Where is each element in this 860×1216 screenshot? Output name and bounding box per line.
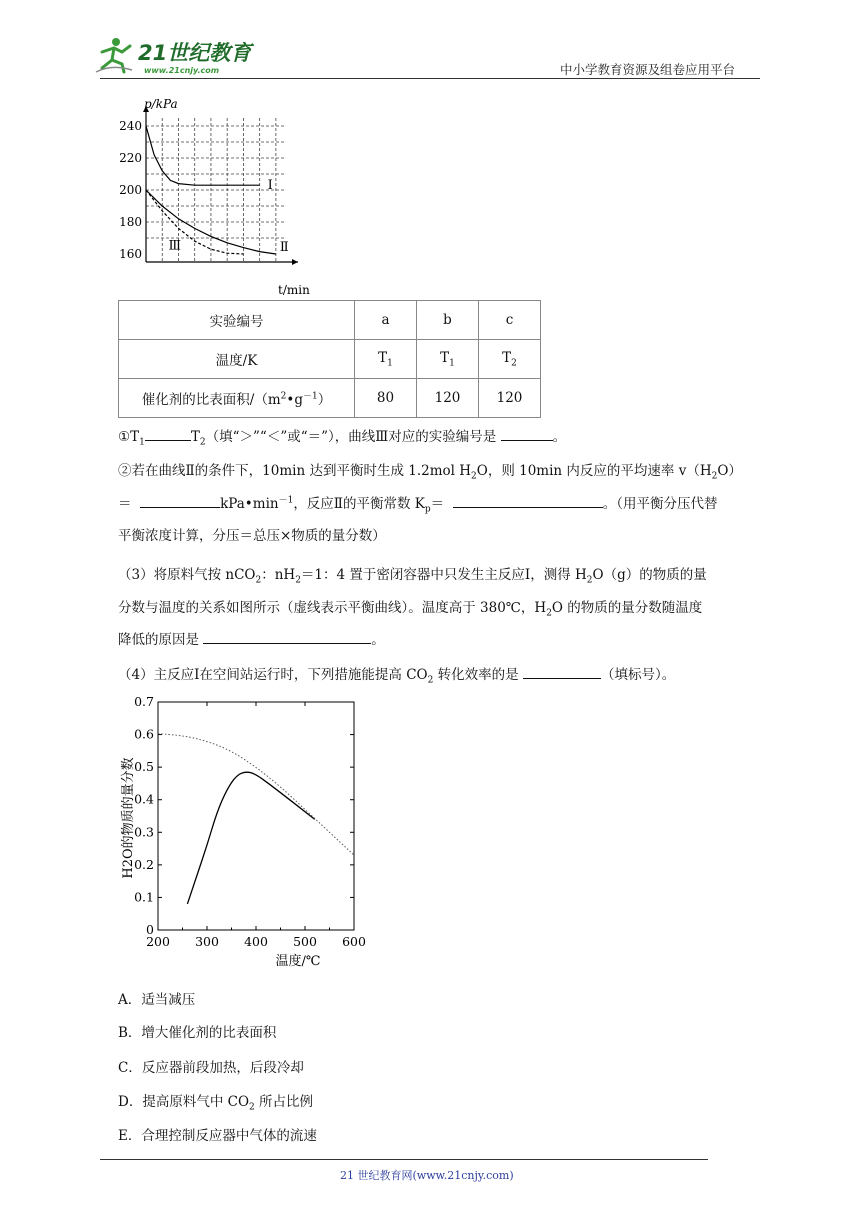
pressure-time-chart <box>110 92 320 302</box>
question-text: （填“＞”“＜”或“＝”），曲线Ⅲ对应的实验编号是 <box>205 429 497 445</box>
question-text: ：nH <box>261 567 296 583</box>
answer-blank[interactable] <box>145 426 191 441</box>
option-text: 所占比例 <box>254 1094 314 1110</box>
question-text: 转化效率的是 <box>433 667 519 683</box>
y-tick-label: 0.3 <box>134 824 154 840</box>
subscript: 2 <box>295 575 301 586</box>
y-tick-label: 0.1 <box>134 889 154 905</box>
question-text: ，反应Ⅱ的平衡常数 K <box>293 496 425 512</box>
question-2-line-2 <box>118 492 717 515</box>
subscript: 2 <box>255 575 262 586</box>
question-text: O，则 10min 内反应的平均速率 v（H <box>476 463 712 479</box>
table-cell <box>355 340 417 379</box>
series-line <box>158 734 354 856</box>
answer-blank[interactable] <box>523 664 601 679</box>
series-label: Ⅲ <box>168 238 182 254</box>
table-row <box>119 379 541 418</box>
symbol-t1: T <box>130 429 140 445</box>
series-label: Ⅰ <box>267 178 273 194</box>
table-cell: b <box>417 301 479 340</box>
chart1-grid <box>146 118 284 262</box>
chart1-tick-labels <box>119 119 142 261</box>
table-cell: 120 <box>479 379 541 418</box>
answer-blank[interactable] <box>501 426 553 441</box>
cell-subscript: 1 <box>387 358 393 369</box>
question-text: 。（用平衡分压代替 <box>602 496 718 512</box>
chart1-y-axis-label: p/kPa <box>144 97 178 111</box>
series-line <box>187 772 314 904</box>
table-row <box>119 301 541 340</box>
table-cell: 120 <box>417 379 479 418</box>
superscript: －1 <box>278 495 294 506</box>
table-cell <box>417 340 479 379</box>
cell-text: 催化剂的比表面积/（m <box>141 392 281 408</box>
chart2-axes <box>158 702 354 930</box>
header-divider <box>100 78 760 79</box>
table-cell: 温度/K <box>119 340 355 379</box>
question-text: O 的物质的量分数随温度 <box>551 600 703 616</box>
question-3-line-2 <box>118 596 702 619</box>
answer-blank[interactable] <box>140 493 220 508</box>
option-text: A．适当减压 <box>118 992 196 1008</box>
question-text: O（g）的物质的量 <box>592 567 707 583</box>
question-2-line-3 <box>118 524 386 544</box>
option-b <box>118 1021 276 1041</box>
cell-text: ） <box>317 392 332 408</box>
subscript: 2 <box>249 1102 255 1113</box>
y-tick-label: 220 <box>119 151 142 165</box>
x-axis-arrow-icon <box>292 259 298 265</box>
series-line <box>146 126 260 185</box>
h2o-fraction-temperature-chart <box>110 690 380 970</box>
table-cell: c <box>479 301 541 340</box>
question-3-line-1 <box>118 563 707 586</box>
y-tick-label: 200 <box>119 183 142 197</box>
question-text: （3）将原料气按 nCO <box>118 567 256 583</box>
question-text: ＝ <box>118 496 132 512</box>
table-cell: a <box>355 301 417 340</box>
question-text: 若在曲线Ⅱ的条件下，10min 达到平衡时生成 1.2mol H <box>131 463 472 479</box>
table-row <box>119 340 541 379</box>
platform-name: 中小学教育资源及组卷应用平台 <box>560 62 736 77</box>
table-cell <box>479 340 541 379</box>
question-4 <box>118 663 675 686</box>
question-text: 分数与温度的关系如图所示（虚线表示平衡曲线）。温度高于 380℃，H <box>118 600 547 616</box>
y-tick-label: 0.6 <box>134 726 154 742</box>
subscript: 1 <box>139 437 145 448</box>
x-tick-label: 300 <box>195 934 219 949</box>
answer-blank[interactable] <box>453 493 603 508</box>
chart2-x-axis-label: 温度/℃ <box>275 954 321 969</box>
question-text: （填标号）。 <box>600 667 676 683</box>
footer-divider <box>100 1159 708 1160</box>
question-text: 。 <box>371 632 385 648</box>
question-text: ＝1：4 置于密闭容器中只发生主反应Ⅰ，测得 H <box>300 567 587 583</box>
subscript: 2 <box>586 575 593 586</box>
subscript: 2 <box>471 471 477 482</box>
question-text: 降低的原因是 <box>118 632 199 648</box>
cell-superscript: 2 <box>280 391 287 402</box>
plot-frame <box>158 702 354 930</box>
question-text: 。 <box>552 429 567 445</box>
option-c <box>118 1056 304 1076</box>
table-cell: 80 <box>355 379 417 418</box>
table-cell: 实验编号 <box>119 301 355 340</box>
circled-number: ② <box>118 463 132 479</box>
experiment-table <box>118 300 541 418</box>
y-tick-label: 0.5 <box>134 759 154 775</box>
x-tick-label: 200 <box>146 934 170 949</box>
chart2-y-axis-label: H2O的物质的量分数 <box>121 757 136 879</box>
subscript: 2 <box>546 608 552 619</box>
circled-number: ① <box>118 429 131 445</box>
question-text: ＝ <box>430 496 445 512</box>
y-tick-label: 0.7 <box>134 694 154 709</box>
option-text: D．提高原料气中 CO <box>118 1094 250 1110</box>
cell-subscript: 2 <box>511 358 517 369</box>
option-a <box>118 988 195 1008</box>
answer-blank[interactable] <box>203 629 371 644</box>
y-tick-label: 160 <box>119 247 142 261</box>
x-tick-label: 600 <box>342 934 366 949</box>
question-text: O） <box>717 463 742 479</box>
y-tick-label: 180 <box>119 215 142 229</box>
y-tick-label: 240 <box>119 119 142 133</box>
cell-text: T <box>440 349 450 366</box>
cell-text: T <box>502 349 512 366</box>
chart2-series <box>158 734 354 904</box>
cell-superscript: －1 <box>302 391 318 402</box>
logo-url: www.21cnjy.com <box>144 66 220 75</box>
subscript: 2 <box>427 675 434 686</box>
symbol-t2: T <box>190 429 200 445</box>
question-2-line-1 <box>118 459 742 482</box>
logo-text: 21世纪教育 <box>138 41 252 65</box>
chart2-tick-labels <box>134 694 366 949</box>
y-tick-label: 0 <box>146 922 154 937</box>
option-text: C．反应器前段加热，后段冷却 <box>118 1060 304 1076</box>
subscript: 2 <box>711 471 718 482</box>
x-tick-label: 400 <box>244 934 268 949</box>
y-tick-label: 0.4 <box>134 791 154 807</box>
question-text: （4）主反应Ⅰ在空间站运行时，下列措施能提高 CO <box>118 667 428 683</box>
footer-link[interactable]: 21 世纪教育网(www.21cnjy.com) <box>340 1169 514 1182</box>
question-3-line-3 <box>118 628 385 648</box>
subscript: 2 <box>199 437 206 448</box>
option-d <box>118 1090 313 1113</box>
site-logo <box>92 34 262 78</box>
chart1-x-axis-label: t/min <box>278 283 310 297</box>
cell-text: •g <box>286 392 303 408</box>
option-e <box>118 1124 317 1144</box>
series-label: Ⅱ <box>279 240 289 255</box>
cell-text: T <box>378 349 388 366</box>
cell-subscript: 1 <box>449 358 455 369</box>
table-cell <box>119 379 355 418</box>
y-tick-label: 0.2 <box>134 856 154 872</box>
subscript: p <box>424 504 431 515</box>
x-tick-label: 500 <box>293 934 317 949</box>
runner-icon <box>96 38 132 72</box>
question-text: 平衡浓度计算，分压＝总压×物质的量分数） <box>118 528 386 544</box>
option-text: E．合理控制反应器中气体的流速 <box>118 1128 317 1144</box>
question-text: kPa•min <box>220 496 279 512</box>
option-text: B．增大催化剂的比表面积 <box>118 1025 277 1041</box>
question-1 <box>118 425 566 448</box>
